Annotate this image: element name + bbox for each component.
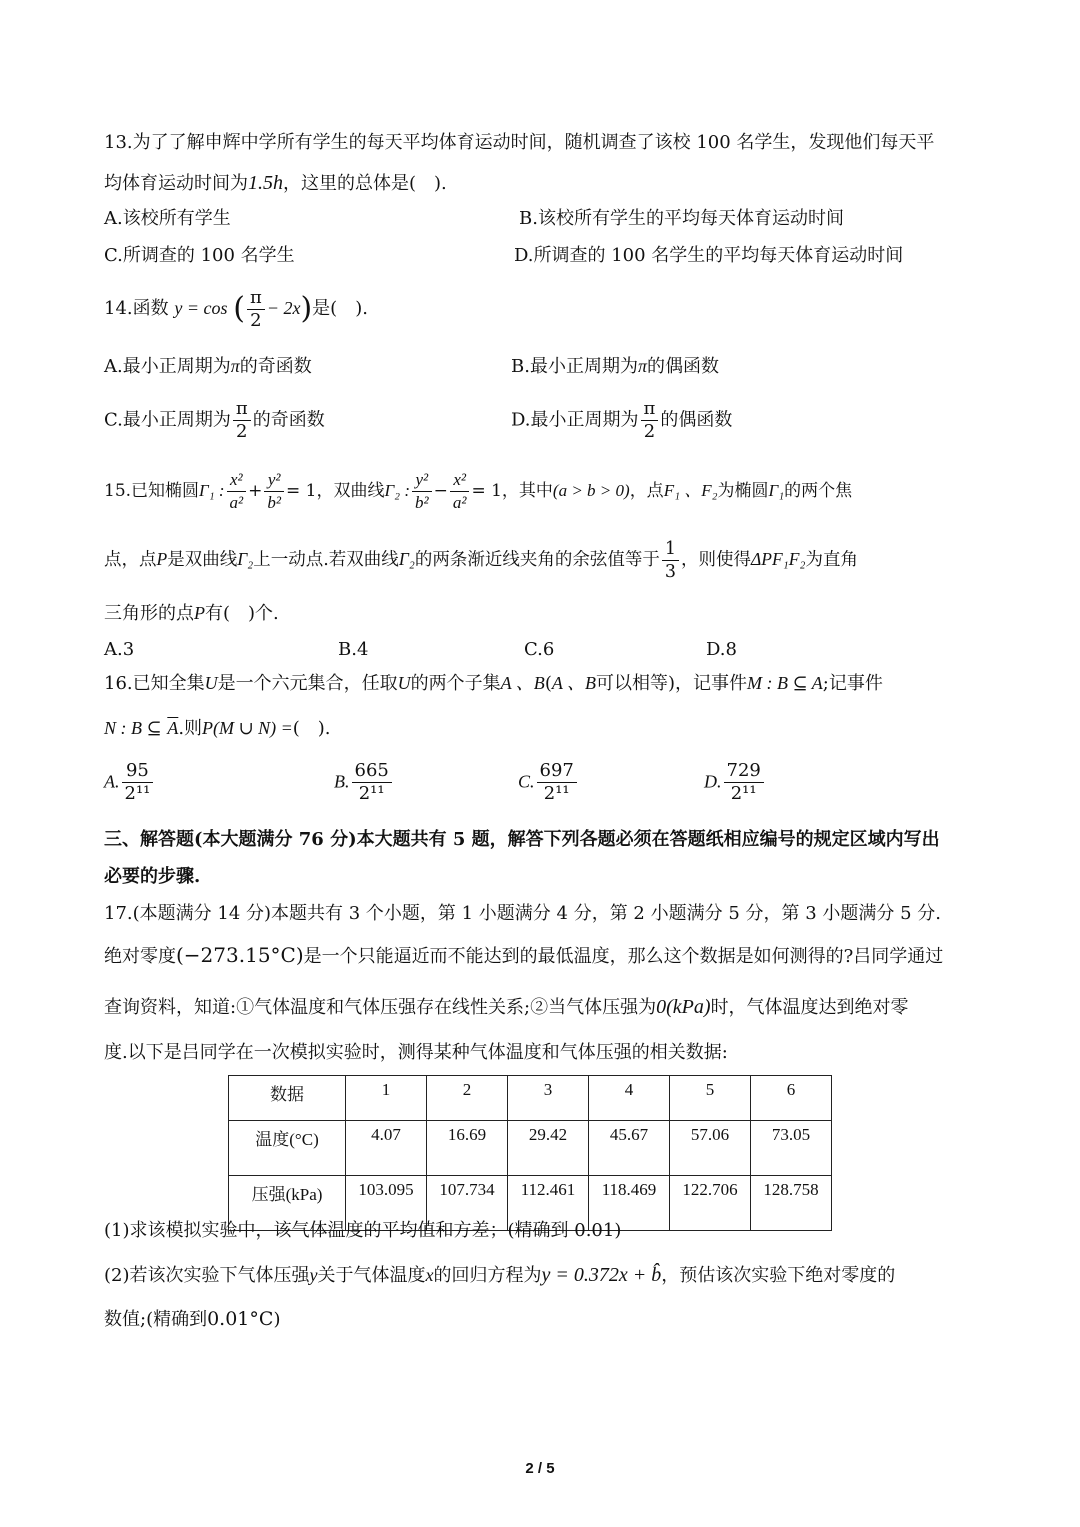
table-header-row [229,1076,832,1121]
q15-l3a: 三角形的点 [104,603,194,624]
q13-option-a: A.该校所有学生 [104,208,231,229]
q14-stem [104,284,368,333]
q15-l2d: 的两条渐近线夹角的余弦值等于 [414,550,660,570]
q15-line1: 15.已知椭圆Γ₁ : $\frac{\text{x²}}{\text{a²}}$ + $\frac{\text{y²}}{\text{b²}}$ = 1，双曲线Γ₂ : $\frac{\text{y²}}{\text{b²}}$ − $\frac{\text{x²}}{\text{a²}}$ = 1，其中(a > b > 0)，点F₁ 、F₂为椭圆Γ₁的两个焦 [104,470,853,512]
q14-d-pre: D.最小正周期为 [511,409,639,431]
q14-option-b [511,353,719,380]
q17-line3 [104,994,909,1021]
q17-s2l2a: 数值;(精确到 [104,1309,208,1330]
q14-d-frac [641,398,659,443]
q15-l2e: ，则使得 [681,550,751,570]
q16-l1e: 可以相等)，记事件 [596,673,748,694]
q17-s2l2b: ) [273,1309,281,1330]
q15-l2c: 上一动点.若双曲线 [253,550,399,570]
q16-prob: P(M ∪ N) = [202,718,293,738]
q15-post1b: 的两个焦 [784,481,853,501]
q17-line1: 17.(本题满分 14 分)本题共有 3 个小题，第 1 小题满分 4 分，第 2 小题满分 5 分，第 3 小题满分 5 分. [104,903,942,924]
q15-eq2: = 1 [471,481,502,501]
q15-x2: x² [227,469,247,492]
q16-ab: A 、B [500,673,545,693]
q17-l2b: 是一个只能逼近而不能达到的最低温度，那么这个数据是如何测得的?吕同学通过 [303,946,944,967]
q13-time-value: 1.5h [248,172,283,194]
table-header-cell: 数据 [229,1076,346,1121]
q15-hy2: y² [412,469,432,492]
q17-l3b: 时，气体温度达到绝对零 [710,997,909,1018]
q17-abs-zero: (−273.15°C) [176,943,304,967]
q16-line1 [104,670,883,697]
q14-b-pre: B.最小正周期为 [511,356,638,377]
q16-b-frac [352,760,392,805]
table-header-cell: 1 [346,1076,427,1121]
q13-line1: 13.为了了解申辉中学所有学生的每天平均体育运动时间，随机调查了该校 100 名学生，发现他们每天平 [104,132,935,153]
q16-option-a [104,760,155,805]
q15-a2: a² [229,493,244,512]
q15-gamma1b: Γ₁ [768,481,785,500]
q16-b-num: 665 [352,760,392,783]
q16-u2: U [397,673,411,693]
q14-a-post: 的奇函数 [239,356,312,377]
table-header-cell: 6 [751,1076,832,1121]
q16-l2b: ( ). [292,718,331,739]
q15-pre: 15.已知椭圆 [104,481,200,501]
q14-c-frac-num: π [233,398,251,421]
table-cell: 128.758 [751,1176,832,1231]
q15-option-a: A.3 [104,639,135,660]
q14-post: 是( ). [312,298,368,319]
q15-ellipse-x-frac [227,469,247,514]
q16-l2a: .则 [178,718,203,739]
q15-ha2: a² [452,493,467,512]
q15-mid1: ，双曲线 [316,481,385,501]
q17-l2a: 绝对零度 [104,946,176,967]
q17-zero-pressure: 0(kPa) [656,996,711,1018]
table-cell: 57.06 [670,1121,751,1176]
q13-option-c: C.所调查的 100 名学生 [104,245,295,266]
q16-l1f: ;记事件 [822,673,883,694]
q15-three: 3 [664,562,676,582]
table-cell: 45.67 [589,1121,670,1176]
section3-line1: 三、解答题(本大题满分 76 分)本大题共有 5 题，解答下列各题必须在答题纸相应编号的规定区域内写出 [104,829,940,850]
q14-c-frac [233,398,251,443]
q15-hyper-y-frac [412,469,432,514]
q16-c-den: 2¹¹ [543,783,570,804]
data-table [228,1075,832,1231]
q15-line3 [104,600,279,627]
q14-option-a [104,353,312,380]
q15-eq1: = 1 [286,481,317,501]
q15-l2b: 是双曲线 [167,550,238,570]
q15-hyper-x-frac [450,469,470,514]
table-header-cell: 5 [670,1076,751,1121]
q15-third-frac [662,538,679,583]
q15-gamma2c: Γ₂ [398,549,415,569]
q17-regression: y = 0.372x + b̂ [541,1264,662,1286]
q16-ab2: A 、B [551,673,597,693]
q16-d-num: 729 [724,760,764,783]
table-cell: 103.095 [346,1176,427,1231]
q16-c-num: 697 [537,760,577,783]
q14-option-d [511,398,732,443]
q15-hx2: x² [450,469,470,492]
q13-line2 [104,170,447,197]
q15-cond: (a > b > 0) [552,481,630,500]
q17-s2d: ，预估该次实验下绝对零度的 [661,1265,896,1286]
q14-func: y = cos [174,298,228,318]
q15-one: 1 [662,538,679,561]
table-cell: 122.706 [670,1176,751,1231]
q15-triangle: ΔPF₁F₂ [751,549,806,569]
q14-right-paren: ) [300,291,313,326]
q15-post1: 为椭圆 [717,481,769,501]
q14-d-post: 的偶函数 [660,409,733,431]
q13-line2-pre: 均体育运动时间为 [104,173,248,194]
q14-left-paren: ( [233,291,245,326]
q13-line2-post: ，这里的总体是( ). [283,173,447,194]
q17-l3a: 查询资料，知道:①气体温度和气体压强存在线性关系;②当气体压强为 [104,997,657,1018]
q15-gamma1: Γ₁ : [199,481,225,500]
table-header-cell: 2 [427,1076,508,1121]
q14-after-frac: − 2x [266,298,301,318]
q14-d-frac-den: 2 [643,421,656,442]
q14-c-frac-den: 2 [236,421,248,442]
table-cell: 107.734 [427,1176,508,1231]
q16-a-label: A. [104,771,120,792]
q15-option-b: B.4 [338,639,369,660]
table-row-temperature [229,1121,832,1176]
q15-option-d: D.8 [706,639,737,660]
q17-precision: 0.01°C [207,1308,274,1330]
q15-gamma2: Γ₂ : [384,481,410,500]
q16-c-label: C. [518,771,535,792]
q15-b2: b² [267,493,282,512]
q15-option-c: C.6 [524,639,555,660]
q14-frac-num: π [247,287,265,310]
q14-d-frac-num: π [641,398,659,421]
q17-line2 [104,942,943,970]
q16-b-den: 2¹¹ [358,783,385,804]
table-row-label: 压强(kPa) [229,1176,346,1231]
table-header-cell: 3 [508,1076,589,1121]
q14-frac-den: 2 [250,309,262,331]
q16-d-den: 2¹¹ [730,783,757,804]
q16-event-n: N : B ⊆ [104,718,162,738]
page-number: 2 / 5 [525,1460,555,1477]
q17-sub2-line2 [104,1306,280,1333]
q17-s2b: 关于气体温度 [317,1265,426,1286]
q15-p2: P [194,603,205,623]
q17-x: x [425,1265,434,1285]
table-header-cell: 4 [589,1076,670,1121]
q16-d-label: D. [704,771,722,792]
q14-a-pre: A.最小正周期为 [104,356,231,377]
q15-f1f2: F₁ 、F₂ [663,481,718,500]
q14-fraction [247,287,265,332]
q14-pre: 14.函数 [104,298,169,319]
q17-s2c: 的回归方程为 [433,1265,542,1286]
q16-line2 [104,715,331,742]
q15-l3b: 有( )个. [205,603,279,624]
table-cell: 112.461 [508,1176,589,1231]
q17-s2a: (2)若该次实验下气体压强 [104,1265,310,1286]
table-cell: 4.07 [346,1121,427,1176]
table-cell: 118.469 [589,1176,670,1231]
q15-ellipse-y-frac [264,469,284,514]
q16-d-frac [724,760,764,805]
q15-l2a: 点，点 [104,550,157,570]
q17-sub1: (1)求该模拟实验中，该气体温度的平均值和方差；(精确到 0.01) [104,1220,622,1241]
q16-l1c: 的两个子集 [410,673,501,694]
section3-line2: 必要的步骤. [104,866,201,887]
q14-a-pi: π [230,356,240,376]
q17-sub2-line1 [104,1262,895,1289]
q17-y: y [309,1265,318,1285]
q16-l1b: 是一个六元集合，任取 [217,673,398,694]
q13-option-b: B.该校所有学生的平均每天体育运动时间 [519,208,844,229]
q15-y2: y² [264,469,284,492]
q16-a-complement: $\overline{A}$ [167,718,179,738]
q16-a-frac [122,760,154,805]
q13-option-d: D.所调查的 100 名学生的平均每天体育运动时间 [514,245,904,266]
q16-option-c [518,760,579,805]
q16-b-label: B. [334,771,350,792]
q16-l1d: ( [544,673,552,694]
table-cell: 73.05 [751,1121,832,1176]
q16-u: U [204,673,218,693]
q15-gamma2b: Γ₂ [237,549,254,569]
table-row-label: 温度(°C) [229,1121,346,1176]
q16-a-num: 95 [122,760,154,783]
q15-p: P [156,549,168,569]
q15-mid2: ，其中 [501,481,553,501]
table-cell: 16.69 [427,1121,508,1176]
q14-c-post: 的奇函数 [252,409,325,431]
q16-option-b [334,760,394,805]
q15-mid3: ，点 [629,481,664,501]
table-cell: 29.42 [508,1121,589,1176]
q17-line4: 度.以下是吕同学在一次模拟实验时，测得某种气体温度和气体压强的相关数据: [104,1042,728,1063]
q15-l2f: 为直角 [805,550,859,570]
q14-c-pre: C.最小正周期为 [104,409,231,431]
q14-b-post: 的偶函数 [646,356,719,377]
q16-c-frac [537,760,577,805]
q16-option-d [704,760,766,805]
q15-hb2: b² [414,493,429,512]
q16-l1a: 16.已知全集 [104,673,205,694]
q14-b-pi: π [637,356,647,376]
q15-line2 [104,534,858,585]
q16-a-den: 2¹¹ [124,783,151,804]
q16-event-m: M : B ⊆ A [747,673,823,693]
q14-option-c [104,398,325,443]
